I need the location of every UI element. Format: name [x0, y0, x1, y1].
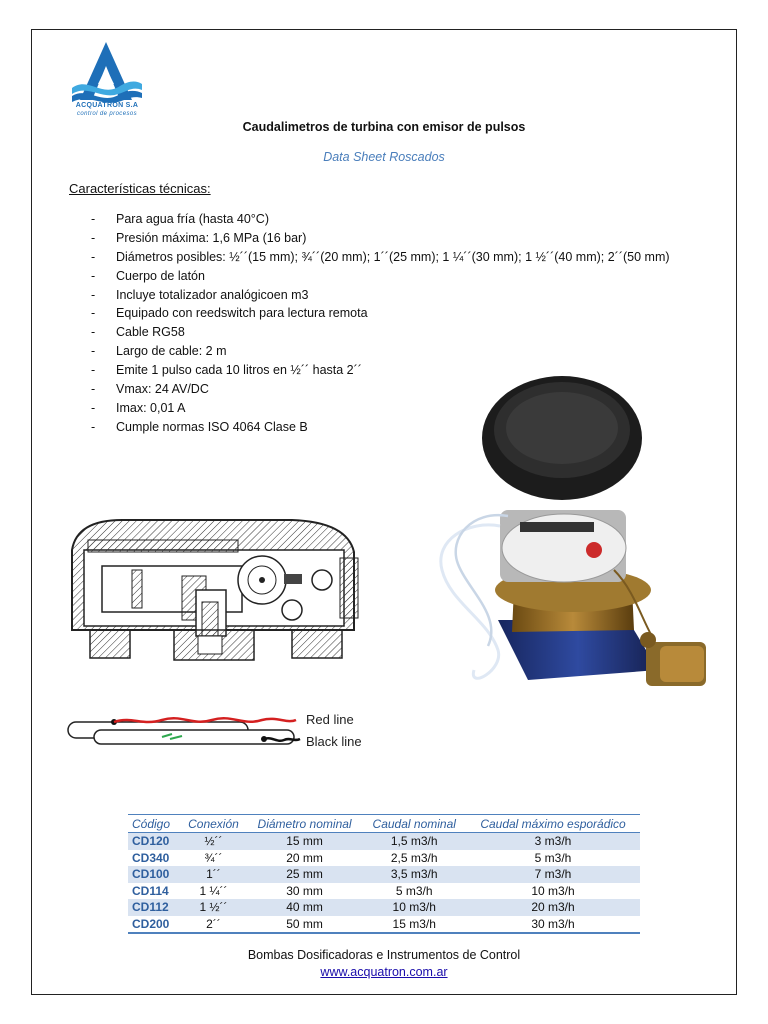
feature-text: Presión máxima: 1,6 MPa (16 bar) — [116, 230, 307, 245]
table-row — [128, 866, 640, 883]
cell-caudal-maximo: 10 m3/h — [531, 883, 575, 898]
cell-codigo: CD120 — [128, 833, 180, 850]
red-wire — [114, 718, 296, 722]
cell-conexion: ¾´´ — [204, 850, 223, 865]
cell-caudal-maximo: 30 m3/h — [466, 916, 640, 934]
company-name: ACQUATRON S.A — [75, 102, 139, 109]
bullet-dash: - — [91, 382, 96, 397]
col-header-caudal-nominal: Caudal nominal — [362, 815, 466, 833]
cell-diametro: 25 mm — [247, 866, 363, 883]
feature-item — [91, 323, 670, 342]
col-header-codigo: Código — [128, 815, 180, 833]
feature-text: Vmax: 24 AV/DC — [116, 382, 209, 397]
bullet-dash: - — [91, 419, 96, 434]
cell-caudal-maximo: 20 m3/h — [466, 899, 640, 916]
features-heading: Características técnicas: — [69, 181, 211, 196]
cell-caudal-maximo: 3 m3/h — [466, 833, 640, 850]
company-tagline: control de procesos — [77, 111, 137, 117]
water-meter-photo — [428, 370, 720, 700]
feature-item — [91, 248, 670, 267]
footer-text: Bombas Dosificadoras e Instrumentos de Control — [247, 948, 521, 962]
feature-text: Largo de cable: 2 m — [116, 344, 227, 359]
cell-conexion: ½´´ — [180, 833, 247, 850]
cell-caudal-nominal: 15 m3/h — [362, 916, 466, 934]
feature-text: Cumple normas ISO 4064 Clase B — [116, 419, 308, 434]
feature-text: Equipado con reedswitch para lectura remota — [116, 306, 368, 321]
feature-text: Cable RG58 — [116, 325, 185, 340]
cell-codigo: CD114 — [132, 883, 169, 898]
cell-codigo: CD112 — [128, 899, 180, 916]
feature-item — [91, 229, 670, 248]
cell-caudal-nominal: 1,5 m3/h — [362, 833, 466, 850]
col-header-conexion: Conexión — [180, 815, 247, 833]
cell-conexion: 1´´ — [180, 866, 247, 883]
feature-item — [91, 304, 670, 323]
website-link[interactable]: www.acquatron.com.ar — [320, 965, 448, 979]
bullet-dash: - — [91, 230, 96, 245]
document-subtitle: Data Sheet Roscados — [323, 150, 445, 164]
bullet-dash: - — [91, 325, 96, 340]
bullet-dash: - — [91, 287, 96, 302]
feature-text: Incluye totalizador analógicoen m3 — [116, 287, 309, 302]
feature-item — [91, 267, 670, 286]
cell-caudal-maximo: 7 m3/h — [466, 866, 640, 883]
bullet-dash: - — [91, 363, 96, 378]
table-header-row — [128, 815, 640, 833]
cell-caudal-nominal: 10 m3/h — [362, 899, 466, 916]
table-row — [128, 899, 640, 916]
col-header-caudal-maximo: Caudal máximo esporádico — [466, 815, 640, 833]
col-header-diametro: Diámetro nominal — [247, 815, 363, 833]
meter-cross-section-drawing — [62, 510, 362, 670]
table-row — [128, 883, 640, 900]
table-row — [128, 916, 640, 934]
cell-diametro: 50 mm — [247, 916, 363, 934]
feature-text: Para agua fría (hasta 40°C) — [116, 212, 269, 226]
red-line-label: Red line — [306, 712, 354, 727]
cell-caudal-nominal: 5 m3/h — [395, 883, 433, 898]
cell-diametro: 15 mm — [247, 833, 363, 850]
cell-conexion: 1 ½´´ — [180, 899, 247, 916]
bullet-dash: - — [91, 344, 96, 359]
cell-caudal-nominal: 2,5 m3/h — [390, 850, 438, 865]
cell-caudal-maximo: 5 m3/h — [534, 850, 572, 865]
feature-text: Diámetros posibles: ½´´(15 mm); ¾´´(20 mm); 1´´(25 mm); 1 ¼´´(30 mm); 1 ½´´(40 mm); 2´´(50 mm) — [116, 249, 670, 264]
cell-diametro: 30 mm — [286, 883, 323, 898]
cell-conexion: 2´´ — [180, 916, 247, 934]
cell-caudal-nominal: 3,5 m3/h — [362, 866, 466, 883]
footer-link-row — [0, 965, 768, 979]
bullet-dash: - — [91, 400, 96, 415]
cell-codigo: CD200 — [128, 916, 180, 934]
feature-item — [91, 286, 670, 305]
bullet-dash: - — [91, 249, 96, 264]
cell-diametro: 40 mm — [247, 899, 363, 916]
models-table — [128, 814, 640, 934]
table-row — [128, 833, 640, 850]
cell-diametro: 20 mm — [286, 850, 323, 865]
document-title: Caudalimetros de turbina con emisor de pulsos — [242, 120, 526, 134]
feature-text: Emite 1 pulso cada 10 litros en ½´´ hasta 2´´ — [116, 363, 362, 378]
feature-text: Cuerpo de latón — [116, 268, 205, 283]
bullet-dash: - — [91, 306, 96, 321]
black-line-label: Black line — [306, 734, 362, 749]
feature-text: Imax: 0,01 A — [116, 400, 186, 415]
bullet-dash: - — [91, 268, 96, 283]
feature-item — [91, 342, 670, 361]
bullet-dash: - — [91, 212, 96, 226]
cell-conexion: 1 ¼´´ — [199, 883, 228, 898]
cell-codigo: CD100 — [128, 866, 180, 883]
table-row — [128, 850, 640, 867]
cell-codigo: CD340 — [132, 850, 170, 865]
feature-item — [91, 210, 670, 229]
